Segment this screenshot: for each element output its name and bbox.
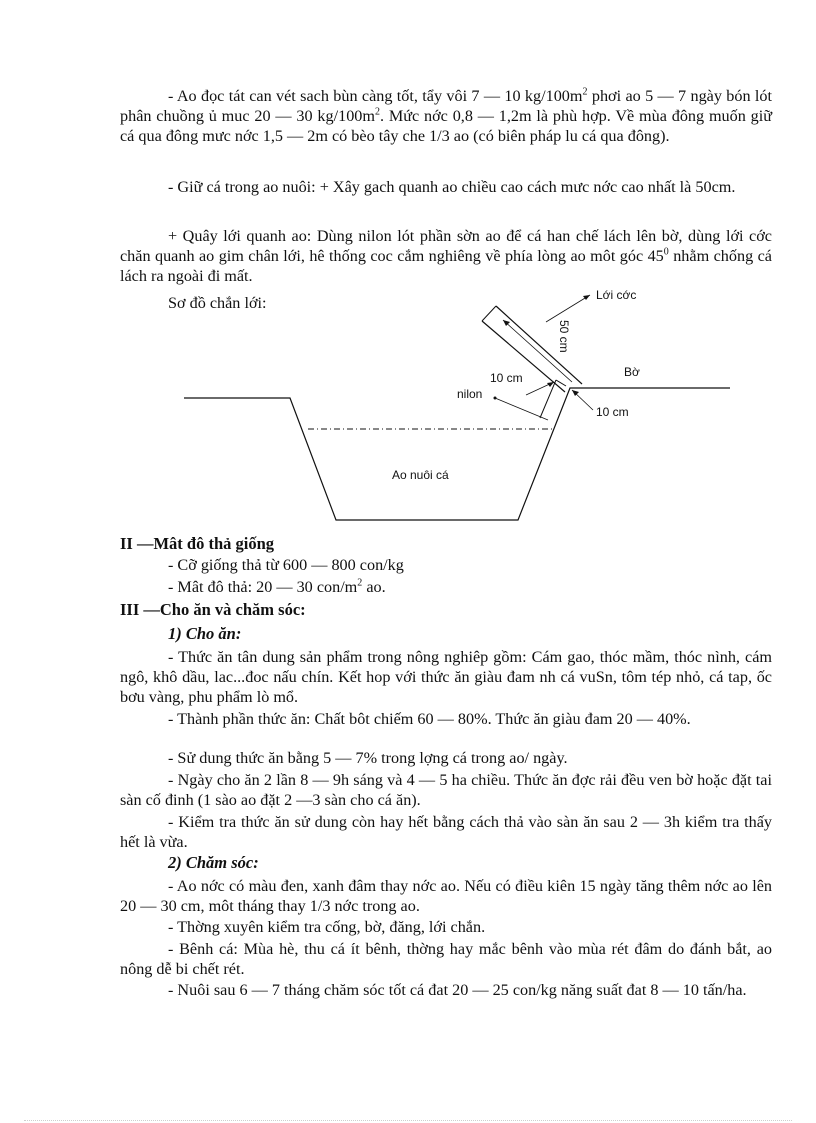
paragraph-yield: - Nuôi sau 6 — 7 tháng chăm sóc tốt cá đat 20 — 25 con/kg năng suất đat 8 — 10 tấn/ha. xyxy=(168,981,747,999)
paragraph-inspection: - Thờng xuyên kiểm tra cống, bờ, đăng, lới chắn. xyxy=(168,918,486,936)
label-bank: Bờ xyxy=(624,365,640,379)
paragraph-feed-composition: - Thành phần thức ăn: Chất bôt chiếm 60 — 80%. Thức ăn giàu đam 20 — 40%. xyxy=(168,710,691,728)
paragraph-feed-types: - Thức ăn tân dung sản phẩm trong nông nghiêp gồm: Cám gao, thóc mầm, thóc nình, cám ngô, khô dầu, lac...đoc nấu chín. Kết hop với thức ăn giàu đam nh cá vuSn, tôm tép nhỏ, cá tap, ốc bơu vàng, phu phẩm lò mổ. xyxy=(120,648,772,706)
text-segment: ao. xyxy=(362,578,386,596)
label-10cm-left: 10 cm xyxy=(490,371,523,385)
net-top xyxy=(482,306,496,321)
paragraph-feed-check: - Kiểm tra thức ăn sử dung còn hay hết bằng cách thả vào sàn ăn sau 2 — 3h kiểm tra thấy hết là vừa. xyxy=(120,813,772,851)
superscript: 0 xyxy=(663,246,669,258)
arrow-head xyxy=(583,295,590,300)
label-50cm: 50 cm xyxy=(557,320,571,353)
text-segment: . Mức nớc 0,8 — 1,2m là phù hợp. Về mùa đông muốn giữ cá qua đông mưc nớc 1,5 — 2m có bèo tây che 1/3 ao (có biên pháp lu cá qua đông). xyxy=(120,107,773,145)
section-2-line-2 xyxy=(168,578,386,597)
pointer-dot xyxy=(494,397,497,400)
paragraph-feed-amount: - Sử dung thức ăn bằng 5 — 7% trong lợng cá trong ao/ ngày. xyxy=(168,749,568,767)
text-segment: phơi ao 5 — 7 ngày bón lót phân chuồng ủ muc 20 — 30 kg/100m xyxy=(120,87,773,125)
paragraph-water-change: - Ao nớc có màu đen, xanh đâm thay nớc ao. Nếu có điều kiên 15 ngày tăng thêm nớc ao lên 20 — 30 cm, môt tháng thay 1/3 nớc trong ao. xyxy=(120,877,772,915)
subsection-care: 2) Chăm sóc: xyxy=(168,853,259,872)
arrow-head xyxy=(572,390,579,396)
label-pond: Ao nuôi cá xyxy=(392,468,449,482)
label-net: Lới cớc xyxy=(596,288,637,302)
diagram-caption: Sơ đồ chắn lới: xyxy=(168,294,267,312)
paragraph-diseases: - Bênh cá: Mùa hè, thu cá ít bênh, thờng hay mắc bênh vào mùa rét đâm do đánh bắt, ao nông dễ bi chết rét. xyxy=(120,940,772,978)
pointer-nilon xyxy=(495,398,548,420)
superscript: 2 xyxy=(357,577,363,589)
superscript: 2 xyxy=(374,106,380,118)
label-nilon: nilon xyxy=(457,387,483,401)
text-segment: nhằm chống cá lách ra ngoài đi mất. xyxy=(120,247,772,285)
text-segment: - Mât đô thả: 20 — 30 con/m xyxy=(168,578,358,596)
pond-outline xyxy=(184,388,730,520)
pointer-net-label xyxy=(546,295,590,322)
text-segment: + Quây lới quanh ao: Dùng nilon lót phần sờn ao để cá han chế lách lên bờ, dùng lới cớc chăn quanh ao gim chân lới, hê thống coc cắm nghiêng về phía lòng ao môt góc 45 xyxy=(120,227,772,265)
text-segment: - Ao đọc tát can vét sach bùn càng tốt, tẩy vôi 7 — 10 kg/100m xyxy=(168,87,583,105)
superscript: 2 xyxy=(582,86,588,98)
section-2-heading: II —Mât đô thả giống xyxy=(120,534,275,553)
section-2-line-1: - Cỡ giống thả từ 600 — 800 con/kg xyxy=(168,556,404,574)
paragraph-feed-schedule: - Ngày cho ăn 2 lần 8 — 9h sáng và 4 — 5 ha chiều. Thức ăn đợc rải đều ven bờ hoặc đặt tai sàn cố đinh (1 sào ao đặt 2 —3 sàn cho cá ăn). xyxy=(120,771,772,809)
nilon-liner xyxy=(540,380,556,418)
subsection-feeding: 1) Cho ăn: xyxy=(168,624,242,643)
net-fence-diagram xyxy=(0,0,816,540)
label-10cm-right: 10 cm xyxy=(596,405,629,419)
page-bottom-divider xyxy=(24,1120,792,1121)
section-3-heading: III —Cho ăn và chăm sóc: xyxy=(120,600,306,619)
paragraph-keep-fish: - Giữ cá trong ao nuôi: + Xây gach quanh ao chiều cao cách mưc nớc cao nhất là 50cm. xyxy=(168,178,736,196)
